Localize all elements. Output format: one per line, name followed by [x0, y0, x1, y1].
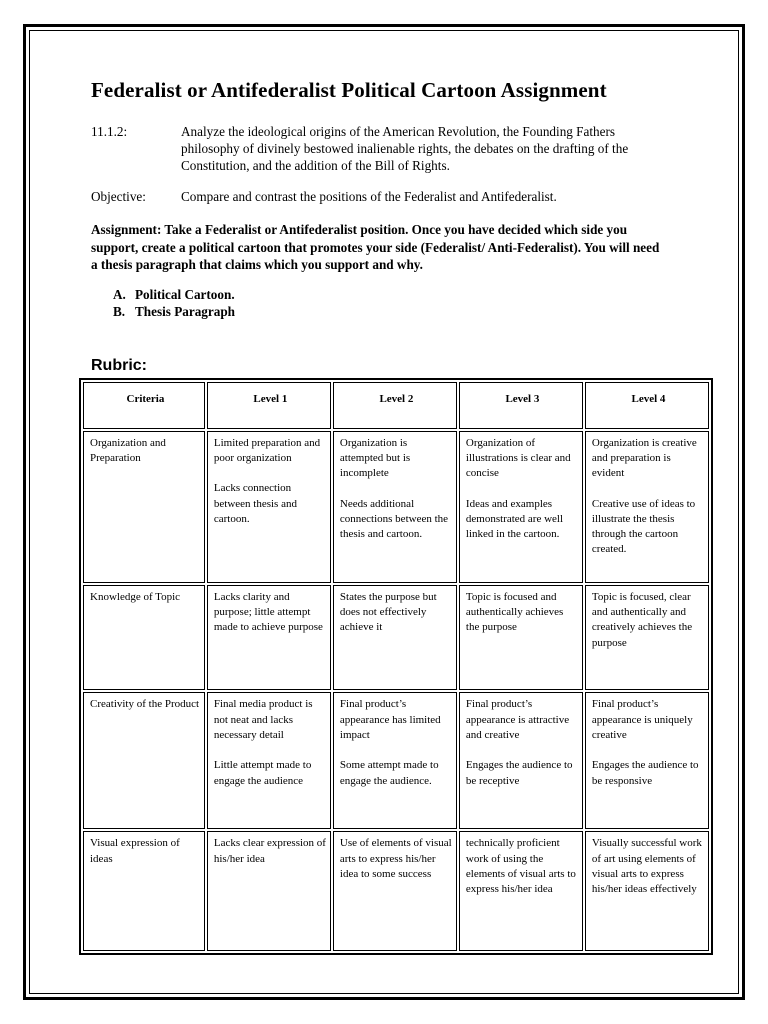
cell-text: Little attempt made to engage the audience	[213, 759, 312, 787]
table-row	[83, 431, 709, 583]
level-1-cell	[207, 692, 331, 829]
cell-text: Organization is creative and preparation is evident	[591, 436, 697, 480]
cell-text: Visually successful work of art using elements of visual arts to express his/her ideas effectively	[591, 837, 702, 896]
cell-text: States the purpose but does not effectively achieve it	[339, 590, 437, 634]
cell-text: Creative use of ideas to illustrate the thesis through the cartoon created.	[591, 497, 696, 556]
cell-text: Topic is focused and authentically achieves the purpose	[465, 590, 564, 634]
table-header-row	[83, 382, 709, 429]
header-criteria: Criteria	[83, 382, 205, 429]
header-level-2: Level 2	[333, 382, 457, 429]
cell-text: Engages the audience to be receptive	[465, 759, 573, 787]
level-3-cell	[459, 585, 583, 691]
table-row	[83, 831, 709, 951]
criteria-cell: Creativity of the Product	[83, 692, 205, 829]
level-2-cell	[333, 831, 457, 951]
cell-text: Final product’s appearance is uniquely creative	[591, 698, 693, 741]
cell-text: Some attempt made to engage the audience.	[339, 759, 439, 787]
standard-row	[91, 123, 711, 174]
level-3-cell	[459, 692, 583, 829]
rubric-table-container	[79, 378, 713, 955]
level-4-cell	[585, 831, 709, 951]
list-item-letter: A.	[113, 286, 126, 302]
list-item-letter: B.	[113, 304, 126, 320]
cell-text: Lacks clarity and purpose; little attempt made to achieve purpose	[213, 590, 323, 634]
cell-text: Ideas and examples demonstrated are well linked in the cartoon.	[465, 497, 564, 541]
cell-text: Lacks clear expression of his/her idea	[213, 837, 326, 865]
list-item-text: Thesis Paragraph	[135, 304, 236, 320]
cell-text: Organization of illustrations is clear and concise	[465, 436, 571, 480]
rubric-title: Rubric:	[91, 357, 147, 374]
header-level-1: Level 1	[207, 382, 331, 429]
level-2-cell	[333, 431, 457, 583]
cell-text: Organization is attempted but is incomplete	[339, 436, 411, 480]
deliverables-list	[91, 286, 711, 321]
standard-code: 11.1.2:	[91, 124, 128, 139]
criteria-cell: Knowledge of Topic	[83, 585, 205, 691]
level-1-cell	[207, 585, 331, 691]
page-title: Federalist or Antifederalist Political Cartoon Assignment	[91, 78, 607, 102]
header-level-4: Level 4	[585, 382, 709, 429]
criteria-cell: Visual expression of ideas	[83, 831, 205, 951]
level-4-cell	[585, 692, 709, 829]
cell-text: Lacks connection between thesis and cartoon.	[213, 482, 297, 525]
list-item	[113, 303, 711, 321]
table-row	[83, 692, 709, 829]
cell-text: Topic is focused, clear and authentically and creatively achieves the purpose	[591, 590, 693, 649]
document-body	[91, 78, 711, 331]
table-row	[83, 585, 709, 691]
cell-text: Final product’s appearance is attractive and creative	[465, 698, 570, 741]
level-1-cell	[207, 831, 331, 951]
cell-text: technically proficient work of using the elements of visual arts to express his/her idea	[465, 837, 576, 896]
standard-text: Analyze the ideological origins of the American Revolution, the Founding Fathers philosophy of divinely bestowed inalienable rights, the debates on the drafting of the Constitution, and the addition of the Bill of Rights.	[181, 124, 629, 173]
cell-text: Needs additional connections between the thesis and cartoon.	[339, 497, 449, 541]
header-level-3: Level 3	[459, 382, 583, 429]
level-1-cell	[207, 431, 331, 583]
level-3-cell	[459, 431, 583, 583]
objective-text: Compare and contrast the positions of the Federalist and Antifederalist.	[181, 189, 557, 204]
objective-row	[91, 188, 711, 205]
level-4-cell	[585, 585, 709, 691]
assignment-text: Assignment: Take a Federalist or Antifederalist position. Once you have decided which side you support, create a political cartoon that promotes your side (Federalist/ Anti-Federalist). You will need a thesis paragraph that claims which you support and why.	[91, 222, 660, 273]
cell-text: Engages the audience to be responsive	[591, 759, 699, 787]
cell-text: Limited preparation and poor organization	[213, 436, 321, 464]
list-item	[113, 286, 711, 304]
objective-label: Objective:	[91, 189, 146, 204]
cell-text: Use of elements of visual arts to express his/her idea to some success	[339, 837, 452, 880]
rubric-table	[79, 378, 713, 955]
criteria-cell: Organization and Preparation	[83, 431, 205, 583]
level-3-cell	[459, 831, 583, 951]
cell-text: Final product’s appearance has limited impact	[339, 698, 441, 741]
level-4-cell	[585, 431, 709, 583]
level-2-cell	[333, 585, 457, 691]
list-item-text: Political Cartoon.	[135, 286, 235, 302]
level-2-cell	[333, 692, 457, 829]
cell-text: Final media product is not neat and lacks necessary detail	[213, 698, 313, 741]
